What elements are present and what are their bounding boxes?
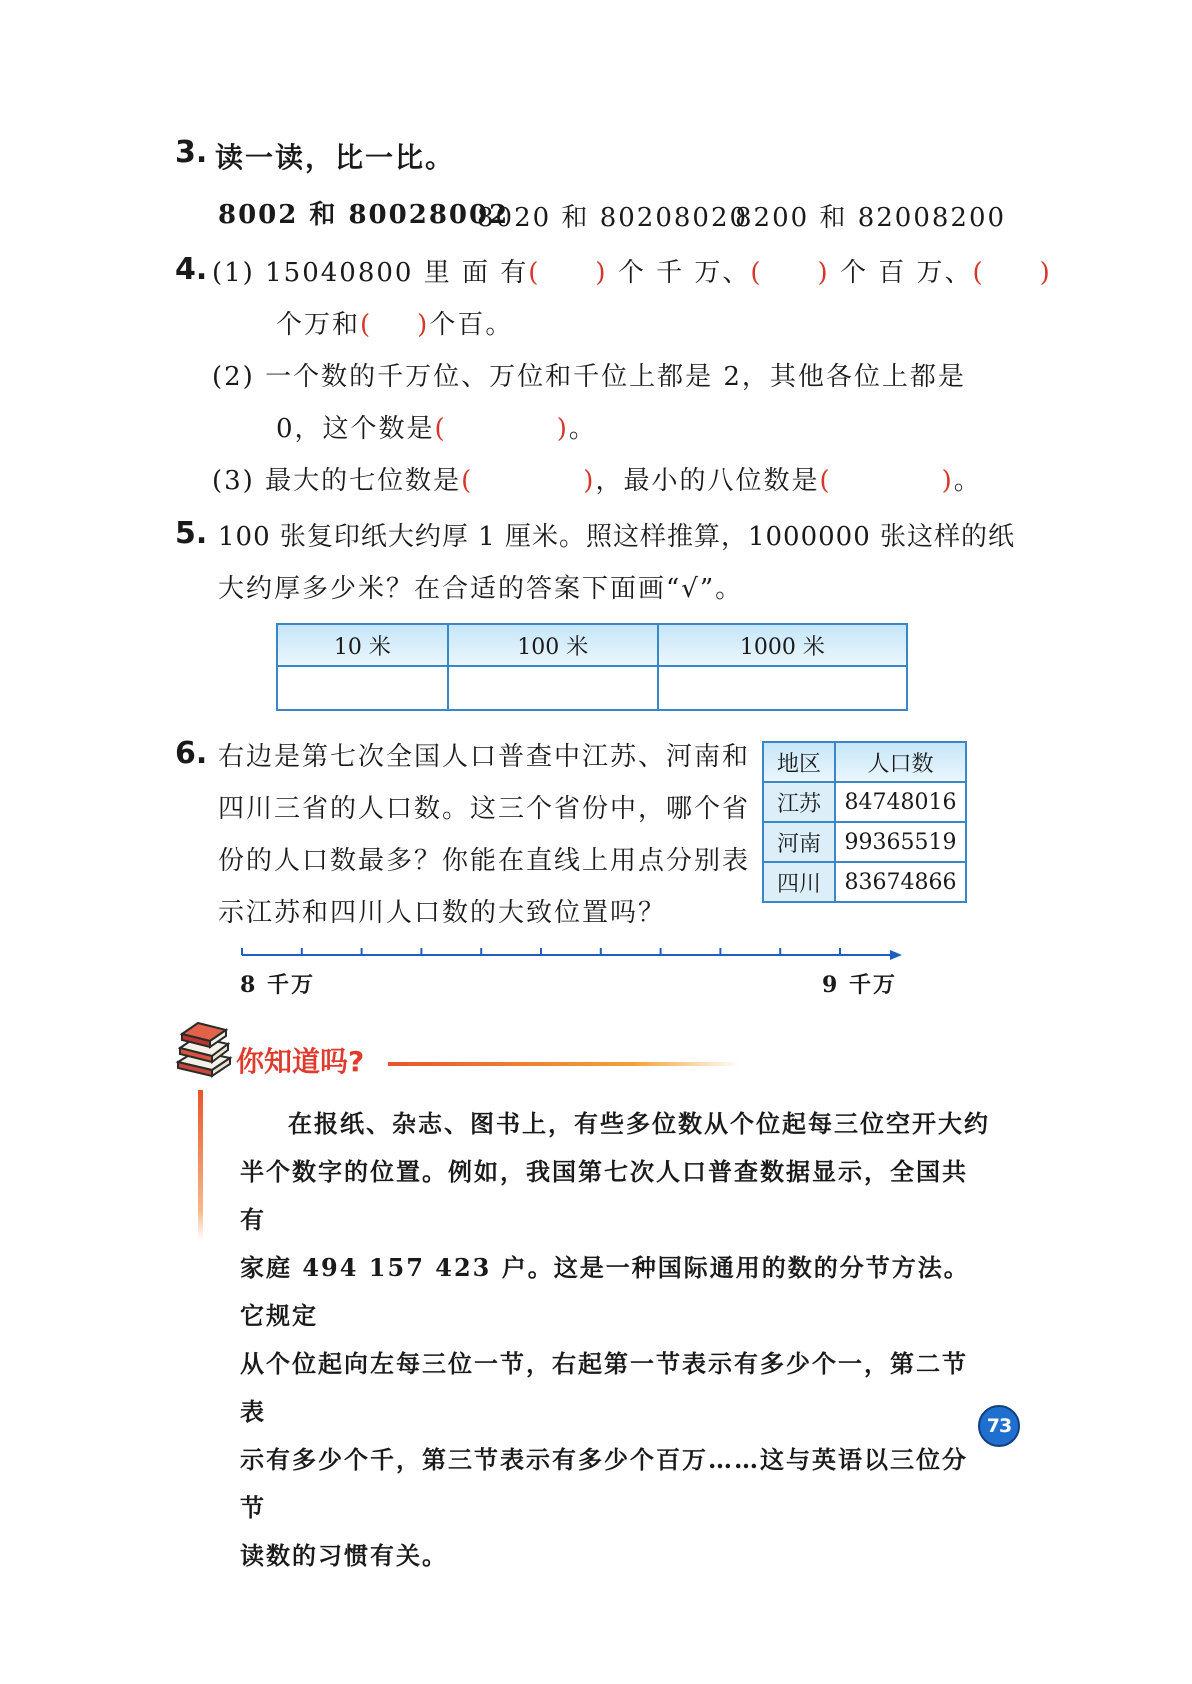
q4-p2-text-b: 0，这个数是 <box>276 414 435 444</box>
q6-number: 6. <box>175 736 208 771</box>
q4-p1-label: (1) <box>212 258 255 288</box>
table-row <box>763 822 966 862</box>
header-population: 人口数 <box>835 742 966 782</box>
option-1000m: 1000 米 <box>658 624 907 666</box>
population-jiangsu: 84748016 <box>835 782 966 822</box>
number-line-ticks <box>242 948 840 955</box>
q4-part2-line1 <box>212 356 966 393</box>
q3-number: 3. <box>175 135 208 170</box>
q5-line2: 大约厚多少米？在合适的答案下面画“√”。 <box>218 574 744 604</box>
region-henan: 河南 <box>763 822 835 862</box>
know-line-3: 家庭 494 157 423 户。这是一种国际通用的数的分节方法。它规定 <box>240 1253 970 1330</box>
q4-p2-text-a: 一个数的千万位、万位和千位上都是 2，其他各位上都是 <box>265 362 966 392</box>
know-line-6: 读数的习惯有关。 <box>240 1541 448 1570</box>
q3-pair-3: 8200 和 82008200 <box>735 203 1007 233</box>
blank-open: ( <box>360 310 373 340</box>
q4-p1-text-a: 15040800 里 面 有 <box>265 258 529 288</box>
page-number-badge: 73 <box>978 1405 1020 1447</box>
q4-part1-line2 <box>276 304 513 341</box>
know-line-5: 示有多少个千，第三节表示有多少个百万……这与英语以三位分节 <box>240 1445 968 1522</box>
q4-p3-text-b: ，最小的八位数是 <box>595 466 820 496</box>
q4-part2-line2 <box>276 408 597 445</box>
blank-close: ) <box>556 414 569 444</box>
population-henan: 99365519 <box>835 822 966 862</box>
q4-p1-text-b: 个 千 万、 <box>617 258 751 288</box>
know-line-4: 从个位起向左每三位一节，右起第一节表示有多少个一，第二节表 <box>240 1349 968 1426</box>
option-10m: 10 米 <box>277 624 448 666</box>
check-cell-1000m[interactable] <box>658 666 907 710</box>
blank-open: ( <box>434 414 447 444</box>
q4-p1-text-e: 个百。 <box>429 310 514 340</box>
q3-title: 读一读，比一比。 <box>215 141 456 174</box>
q4-p2-label: (2) <box>212 362 255 392</box>
q3-pair-2: 8020 和 80208020 <box>477 203 749 233</box>
blank-open: ( <box>819 466 832 496</box>
blank-close: ) <box>417 310 430 340</box>
q4-number: 4. <box>175 252 208 287</box>
q6-line2: 四川三省的人口数。这三个省份中，哪个省 <box>218 794 751 824</box>
blank-open: ( <box>750 258 763 288</box>
know-line-2: 半个数字的位置。例如，我国第七次人口普查数据显示，全国共有 <box>240 1157 968 1234</box>
did-you-know-title: 你知道吗? <box>236 1045 365 1078</box>
answer-options-table <box>276 623 908 711</box>
q6-line1: 右边是第七次全国人口普查中江苏、河南和 <box>218 742 751 772</box>
blank-close: ) <box>583 466 596 496</box>
number-line[interactable] <box>230 940 910 970</box>
q4-p1-text-c: 个 百 万、 <box>839 258 973 288</box>
q4-p3-label: (3) <box>212 466 255 496</box>
books-icon <box>172 1018 234 1080</box>
blank-close: ) <box>941 466 954 496</box>
q4-p2-text-c: 。 <box>568 414 597 444</box>
header-region: 地区 <box>763 742 835 782</box>
q4-p1-text-d: 个万和 <box>276 310 361 340</box>
q4-p3-text-a: 最大的七位数是 <box>265 466 462 496</box>
table-row <box>763 782 966 822</box>
region-jiangsu: 江苏 <box>763 782 835 822</box>
population-table <box>762 741 967 903</box>
q4-p3-text-c: 。 <box>953 466 982 496</box>
blank-open: ( <box>461 466 474 496</box>
table-row <box>763 862 966 902</box>
number-line-start-label: 8 千万 <box>240 972 315 998</box>
blank-close: ) <box>1039 258 1052 288</box>
q5-number: 5. <box>175 516 208 551</box>
blank-open: ( <box>528 258 541 288</box>
population-sichuan: 83674866 <box>835 862 966 902</box>
number-line-end-label: 9 千万 <box>822 972 897 998</box>
q4-part3 <box>212 460 982 497</box>
did-you-know-text <box>240 1100 990 1580</box>
q4-part1-line1 <box>212 252 1052 289</box>
check-cell-100m[interactable] <box>448 666 658 710</box>
number-line-arrow-icon <box>890 950 902 960</box>
blank-close: ) <box>595 258 608 288</box>
blank-close: ) <box>817 258 830 288</box>
side-accent-bar <box>198 1090 203 1240</box>
q3-pair-1: 8002 和 80028002 <box>218 200 510 230</box>
q6-line3: 份的人口数最多？你能在直线上用点分别表 <box>218 846 751 876</box>
know-line-1: 在报纸、杂志、图书上，有些多位数从个位起每三位空开大约 <box>288 1109 990 1138</box>
check-cell-10m[interactable] <box>277 666 448 710</box>
region-sichuan: 四川 <box>763 862 835 902</box>
blank-open: ( <box>972 258 985 288</box>
option-100m: 100 米 <box>448 624 658 666</box>
title-underline <box>388 1062 740 1066</box>
q5-line1: 100 张复印纸大约厚 1 厘米。照这样推算，1000000 张这样的纸 <box>218 522 1016 552</box>
q6-line4: 示江苏和四川人口数的大致位置吗？ <box>218 898 667 928</box>
